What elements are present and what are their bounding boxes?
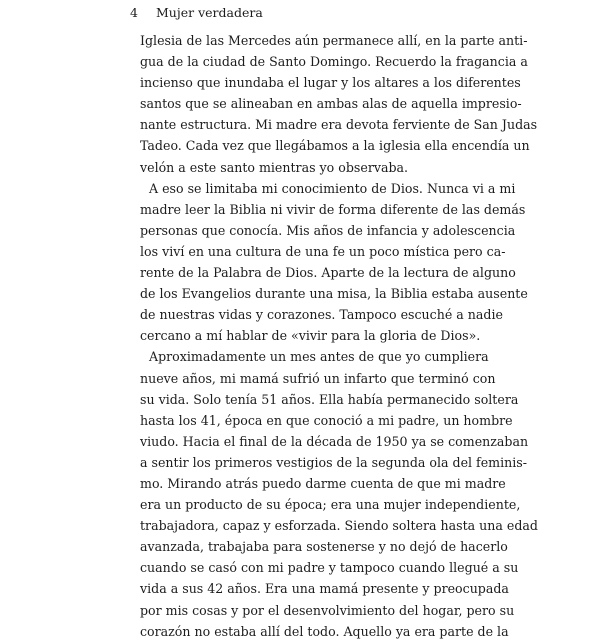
- text-line: nante estructura. Mi madre era devota ferviente de San Judas: [140, 117, 538, 133]
- text-line: vida a sus 42 años. Era una mamá presente y preocupada: [140, 581, 509, 597]
- text-line: de nuestras vidas y corazones. Tampoco escuché a nadie: [140, 307, 503, 323]
- text-line: avanzada, trabajaba para sostenerse y no dejó de hacerlo: [140, 539, 508, 555]
- text-line: A eso se limitaba mi conocimiento de Dios. Nunca vi a mi: [149, 180, 516, 196]
- text-line: de los Evangelios durante una misa, la Biblia estaba ausente: [140, 286, 528, 302]
- text-line: Iglesia de las Mercedes aún permanece allí, en la parte anti-: [140, 33, 528, 48]
- page-number: 4: [130, 5, 138, 20]
- body-text: [140, 30, 538, 642]
- text-line: era un producto de su época; era una mujer independiente,: [140, 497, 521, 513]
- text-line: santos que se alineaban en ambas alas de aquella impresio-: [140, 96, 522, 112]
- text-line: incienso que inundaba el lugar y los altares a los diferentes: [140, 75, 521, 91]
- text-line: cercano a mí hablar de «vivir para la gloria de Dios».: [140, 328, 481, 344]
- text-line: Aproximadamente un mes antes de que yo cumpliera: [149, 349, 489, 365]
- text-line: Tadeo. Cada vez que llegábamos a la iglesia ella encendía un: [140, 138, 530, 154]
- text-line: a sentir los primeros vestigios de la segunda ola del feminis-: [140, 454, 527, 470]
- text-line: cuando se casó con mi padre y tampoco cuando llegué a su: [140, 560, 519, 576]
- text-line: nueve años, mi mamá sufrió un infarto que terminó con: [140, 370, 496, 386]
- text-line: por mis cosas y por el desenvolvimiento del hogar, pero su: [140, 602, 515, 618]
- text-line: madre leer la Biblia ni vivir de forma diferente de las demás: [140, 201, 526, 217]
- text-line: su vida. Solo tenía 51 años. Ella había permanecido soltera: [140, 391, 519, 407]
- text-line: los viví en una cultura de una fe un poco mística pero ca-: [140, 243, 506, 259]
- text-line: viudo. Hacia el final de la década de 1950 ya se comenzaban: [140, 433, 529, 449]
- book-title: Mujer verdadera: [156, 5, 263, 20]
- text-line: velón a este santo mientras yo observaba.: [140, 159, 409, 175]
- text-line: corazón no estaba allí del todo. Aquello ya era parte de la: [140, 623, 509, 639]
- text-line: personas que conocía. Mis años de infancia y adolescencia: [140, 222, 516, 238]
- text-line: trabajadora, capaz y esforzada. Siendo soltera hasta una edad: [140, 518, 538, 534]
- text-line: gua de la ciudad de Santo Domingo. Recuerdo la fragancia a: [140, 54, 528, 70]
- text-line: rente de la Palabra de Dios. Aparte de la lectura de alguno: [140, 265, 516, 281]
- text-line: mo. Mirando atrás puedo darme cuenta de que mi madre: [140, 475, 506, 491]
- text-line: hasta los 41, época en que conoció a mi padre, un hombre: [140, 412, 513, 428]
- running-head: [130, 5, 263, 21]
